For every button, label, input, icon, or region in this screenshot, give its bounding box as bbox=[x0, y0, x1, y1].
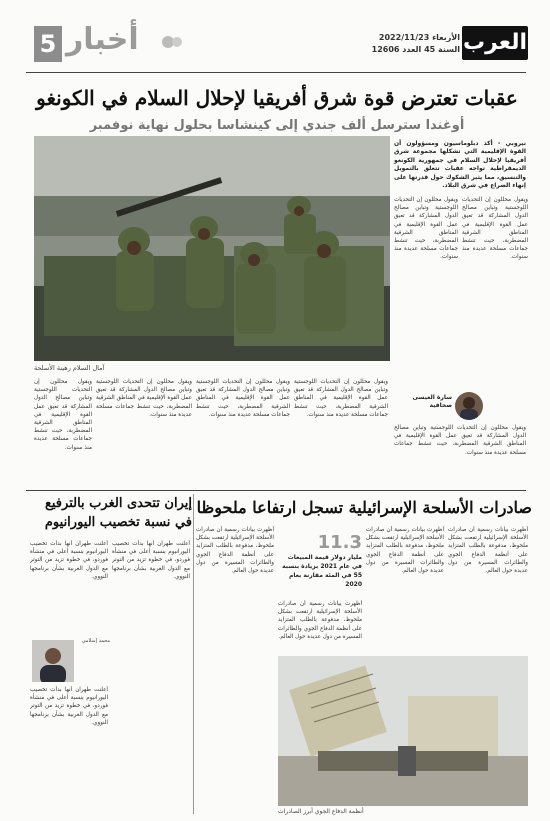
pull-quote-number: 11.3 bbox=[317, 532, 362, 553]
issue-number: السنة 45 العدد 12606 bbox=[371, 45, 460, 54]
section-name: أخبار bbox=[66, 22, 139, 57]
author-name: سارة العيسى bbox=[412, 394, 452, 401]
side-body-column-2: أعلنت طهران أنها بدأت تخصيب اليورانيوم بنسبة أعلى في منشأة فوردو، في خطوة تزيد من التوتر مع الدول الغربية بشأن برنامجها النووي. bbox=[30, 541, 108, 580]
main-body-column-6: ويقول محللون إن التحديات اللوجستية وتباين مصالح الدول المشاركة قد تعيق عمل القوة الإقليمية في المناطق الشرقية المضطربة، حيث تنشط جماعات مسلحة عديدة منذ سنوات. bbox=[96, 379, 192, 418]
main-body-column-2: ويقول محللون إن التحديات اللوجستية وتباين مصالح الدول المشاركة قد تعيق عمل القوة الإقليمية في المناطق الشرقية المضطربة، حيث تنشط جماعات مسلحة عديدة منذ سنوات. bbox=[394, 197, 458, 261]
main-intro: نيروبي - أكد دبلوماسيون ومسؤولون أن القوة الإقليمية التي تشكلها مجموعة شرق أفريقيا لإحلال السلام في جمهورية الكونغو الديمقراطية تواجه عقبات تتعلق بالتمويل والتنسيق، مما يثير الشكوك حول قدرتها على إنهاء الصراع في شرق البلاد. bbox=[394, 140, 526, 190]
page-header bbox=[0, 20, 550, 70]
pull-quote-text: مليار دولار قيمة المبيعات في عام 2021 بزيادة بنسبة 55 في المئة مقارنة بعام 2020 bbox=[282, 554, 362, 588]
issue-date: الأربعاء 2022/11/23 bbox=[378, 33, 460, 42]
side-body-column-1: أعلنت طهران أنها بدأت تخصيب اليورانيوم بنسبة أعلى في منشأة فوردو، في خطوة تزيد من التوتر مع الدول الغربية بشأن برنامجها النووي. bbox=[112, 541, 190, 580]
main-body-column-4: ويقول محللون إن التحديات اللوجستية وتباين مصالح الدول المشاركة قد تعيق عمل القوة الإقليمية في المناطق الشرقية المضطربة، حيث تنشط جماعات مسلحة عديدة منذ سنوات. bbox=[294, 379, 388, 418]
main-photo bbox=[34, 136, 390, 361]
section-number: 5 bbox=[34, 26, 62, 62]
main-body-column-5: ويقول محللون إن التحديات اللوجستية وتباين مصالح الدول المشاركة قد تعيق عمل القوة الإقليمية في المناطق الشرقية المضطربة، حيث تنشط جماعات مسلحة عديدة منذ سنوات. bbox=[196, 379, 290, 418]
column-rule bbox=[193, 494, 194, 814]
section-ornament-icon bbox=[160, 30, 184, 54]
second-body-column-1: أظهرت بيانات رسمية أن صادرات الأسلحة الإسرائيلية ارتفعت بشكل ملحوظ، مدفوعة بالطلب المتزايد على أنظمة الدفاع الجوي والطائرات المسيرة من دول عديدة حول العالم. bbox=[448, 527, 528, 575]
main-headline: عقبات تعترض قوة شرق أفريقيا لإحلال السلام في الكونغو bbox=[36, 86, 518, 110]
second-headline: صادرات الأسلحة الإسرائيلية تسجل ارتفاعا ملحوظا bbox=[196, 498, 532, 517]
soldiers-photo-illustration bbox=[34, 136, 390, 361]
section-divider bbox=[26, 490, 526, 491]
side-body-column-3: أعلنت طهران أنها بدأت تخصيب اليورانيوم بنسبة أعلى في منشأة فوردو، في خطوة تزيد من التوتر مع الدول الغربية بشأن برنامجها النووي. bbox=[30, 687, 108, 726]
second-photo bbox=[278, 656, 528, 806]
author-avatar bbox=[455, 392, 483, 420]
author-role: صحافية bbox=[429, 402, 452, 409]
main-subheadline: أوغندا سترسل ألف جندي إلى كينشاسا بحلول نهاية نوفمبر bbox=[89, 118, 465, 133]
missile-launcher-illustration bbox=[278, 656, 528, 806]
main-photo-caption: آمال السلام رهينة الأسلحة bbox=[34, 364, 105, 372]
pull-quote bbox=[282, 532, 362, 589]
main-body-column-7: ويقول محللون إن التحديات اللوجستية وتباين مصالح الدول المشاركة قد تعيق عمل القوة الإقليمية في المناطق الشرقية المضطربة، حيث تنشط جماعات مسلحة عديدة منذ سنوات. bbox=[34, 379, 92, 451]
side-person-photo bbox=[32, 640, 74, 682]
second-photo-caption: أنظمة الدفاع الجوي أبرز الصادرات bbox=[278, 808, 364, 815]
main-body-column-1: ويقول محللون إن التحديات اللوجستية وتباين مصالح الدول المشاركة قد تعيق عمل القوة الإقليمية في المناطق الشرقية المضطربة، حيث تنشط جماعات مسلحة عديدة منذ سنوات. bbox=[462, 197, 528, 261]
newspaper-logo: العرب bbox=[462, 26, 528, 60]
main-body-column-3: ويقول محللون إن التحديات اللوجستية وتباين مصالح الدول المشاركة قد تعيق عمل القوة الإقليمية في المناطق الشرقية المضطربة، حيث تنشط جماعات مسلحة عديدة منذ سنوات. bbox=[394, 425, 526, 456]
second-body-column-3: أظهرت بيانات رسمية أن صادرات الأسلحة الإسرائيلية ارتفعت بشكل ملحوظ، مدفوعة بالطلب المتزايد على أنظمة الدفاع الجوي والطائرات المسيرة من دول عديدة حول العالم. bbox=[278, 601, 362, 640]
side-person-caption: محمد إسلامي bbox=[81, 638, 110, 644]
author-byline bbox=[392, 394, 452, 410]
date-block bbox=[370, 32, 460, 56]
second-body-column-4: أظهرت بيانات رسمية أن صادرات الأسلحة الإسرائيلية ارتفعت بشكل ملحوظ، مدفوعة بالطلب المتزايد على أنظمة الدفاع الجوي والطائرات المسيرة من دول عديدة حول العالم. bbox=[196, 527, 274, 575]
side-headline: إيران تتحدى الغرب بالترفيع في نسبة تخصيب اليورانيوم bbox=[44, 496, 192, 530]
second-body-column-2: أظهرت بيانات رسمية أن صادرات الأسلحة الإسرائيلية ارتفعت بشكل ملحوظ، مدفوعة بالطلب المتزايد على أنظمة الدفاع الجوي والطائرات المسيرة من دول عديدة حول العالم. bbox=[366, 527, 444, 575]
header-divider bbox=[26, 72, 526, 73]
